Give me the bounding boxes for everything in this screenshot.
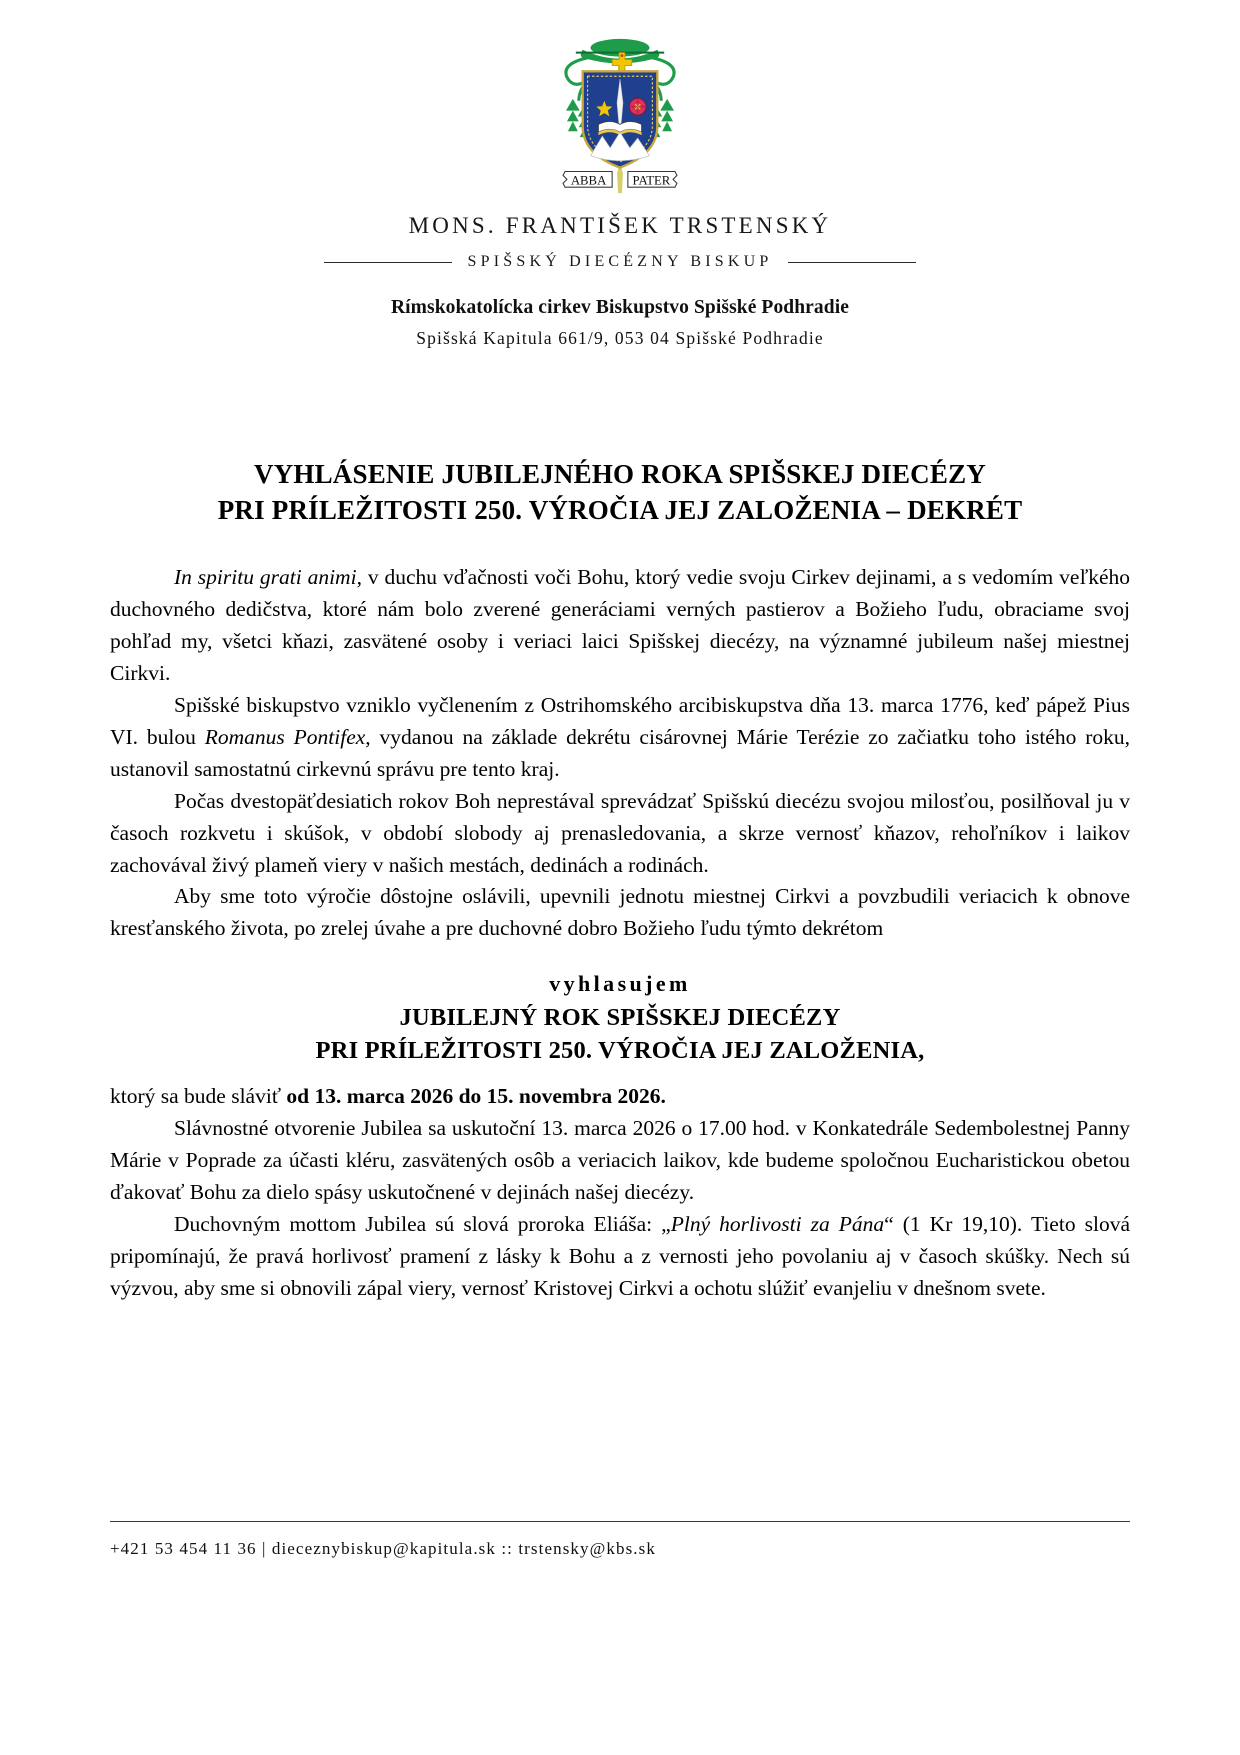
latin-phrase-in-spiritu: In spiritu grati animi: [174, 565, 357, 590]
declaration-verb: vyhlasujem: [549, 971, 691, 997]
paragraph-7-text-b: “ (1 Kr 19,10). Tieto slová pripomínajú, že pravá horlivosť pramení z lásky k Bohu a z vernosti jeho povolaniu aj v časoch skúšky. Nech sú výzvou, aby sme si obnovili zápal viery, vernosť Kristovej Cirkvi a ochotu slúžiť evanjeliu v dnešnom svete.: [110, 1212, 1130, 1300]
footer-divider: [110, 1521, 1130, 1522]
declaration-heading: [110, 1002, 1130, 1067]
rule-left: [324, 262, 452, 263]
declaration-heading-line-1: JUBILEJNÝ ROK SPIŠSKEJ DIECÉZY: [399, 1004, 841, 1032]
paragraph-7: [110, 1209, 1130, 1305]
svg-text:ABBA: ABBA: [570, 173, 607, 188]
document-body: [110, 562, 1130, 945]
letterhead: [110, 0, 1130, 349]
svg-text:PATER: PATER: [632, 173, 671, 188]
declaration-block: [110, 971, 1130, 1067]
document-title: [110, 457, 1130, 528]
bishop-role: SPIŠSKÝ DIECÉZNY BISKUP: [467, 253, 773, 270]
footer: [110, 1521, 1130, 1559]
jubilee-dates: od 13. marca 2026 do 15. novembra 2026.: [286, 1084, 666, 1109]
paragraph-2-text-a: Spišské biskupstvo vzniklo vyčlenením z Ostrihomského arcibiskupstva dňa 13. marca 1776, keď pápež Pius VI. bulou: [110, 692, 1130, 749]
paragraph-5-text: ktorý sa bude sláviť: [110, 1084, 287, 1109]
bishop-name: MONS. FRANTIŠEK TRSTENSKÝ: [408, 213, 832, 238]
paragraph-2: [110, 690, 1130, 786]
closing-body: [110, 1081, 1130, 1304]
paragraph-1-text: , v duchu vďačnosti voči Bohu, ktorý vedie svoju Cirkev dejinami, a s vedomím veľkého duchovného dedičstva, ktoré nám bolo zverené generáciami verných pastierov a Božieho ľudu, obraciame svoj pohľad my, všetci kňazi, zasvätené osoby i veriaci laici Spišskej diecézy, na významné jubileum našej miestnej Cirkvi.: [110, 565, 1130, 686]
paragraph-7-text-a: Duchovným mottom Jubilea sú slová proroka Eliáša: „: [174, 1212, 671, 1237]
footer-contact: +421 53 454 11 36 | dieceznybiskup@kapitula.sk :: trstensky@kbs.sk: [110, 1539, 656, 1558]
organization-address: Spišská Kapitula 661/9, 053 04 Spišské Podhradie: [416, 328, 824, 348]
organization-name: Rímskokatolícka cirkev Biskupstvo Spišské Podhradie: [390, 297, 850, 318]
paragraph-3: Počas dvestopäťdesiatich rokov Boh neprestával sprevádzať Spišskú diecézu svojou milosťou, posilňoval ju v časoch rozkvetu i skúšok, v období slobody aj prenasledovania, a skrze vernosť kňazov, rehoľníkov i laikov zachovával živý plameň viery v našich mestách, dedinách a rodinách.: [110, 788, 1130, 877]
paragraph-2-text-b: , vydanou na základe dekrétu cisárovnej Márie Terézie zo začiatku toho istého roku, ustanovil samostatnú cirkevnú správu pre tento kraj.: [110, 724, 1130, 781]
bishop-role-row: [110, 253, 1130, 271]
paragraph-4: Aby sme toto výročie dôstojne oslávili, upevnili jednotu miestnej Cirkvi a povzbudili veriacich k obnove kresťanského života, po zrelej úvahe a pre duchovné dobro Božieho ľudu týmto dekrétom: [110, 884, 1130, 941]
paragraph-5: [110, 1081, 1130, 1113]
declaration-heading-line-2: PRI PRÍLEŽITOSTI 250. VÝROČIA JEJ ZALOŽENIA,: [315, 1036, 925, 1064]
bull-name-romanus-pontifex: Romanus Pontifex: [204, 724, 366, 749]
paragraph-1: [110, 562, 1130, 690]
episcopal-coat-of-arms-icon: [520, 34, 720, 199]
document-title-line-2: PRI PRÍLEŽITOSTI 250. VÝROČIA JEJ ZALOŽENIA – DEKRÉT: [217, 494, 1023, 525]
document-title-line-1: VYHLÁSENIE JUBILEJNÉHO ROKA SPIŠSKEJ DIECÉZY: [254, 459, 986, 489]
paragraph-6: Slávnostné otvorenie Jubilea sa uskutoční 13. marca 2026 o 17.00 hod. v Konkatedrále Sedembolestnej Panny Márie v Poprade za účasti kléru, zasvätených osôb a veriacich laikov, kde budeme spoločnou Eucharistickou obetou ďakovať Bohu za dielo spásy uskutočnené v dejinách našej diecézy.: [110, 1116, 1130, 1205]
jubilee-motto: Plný horlivosti za Pána: [670, 1212, 885, 1237]
rule-right: [788, 262, 916, 263]
